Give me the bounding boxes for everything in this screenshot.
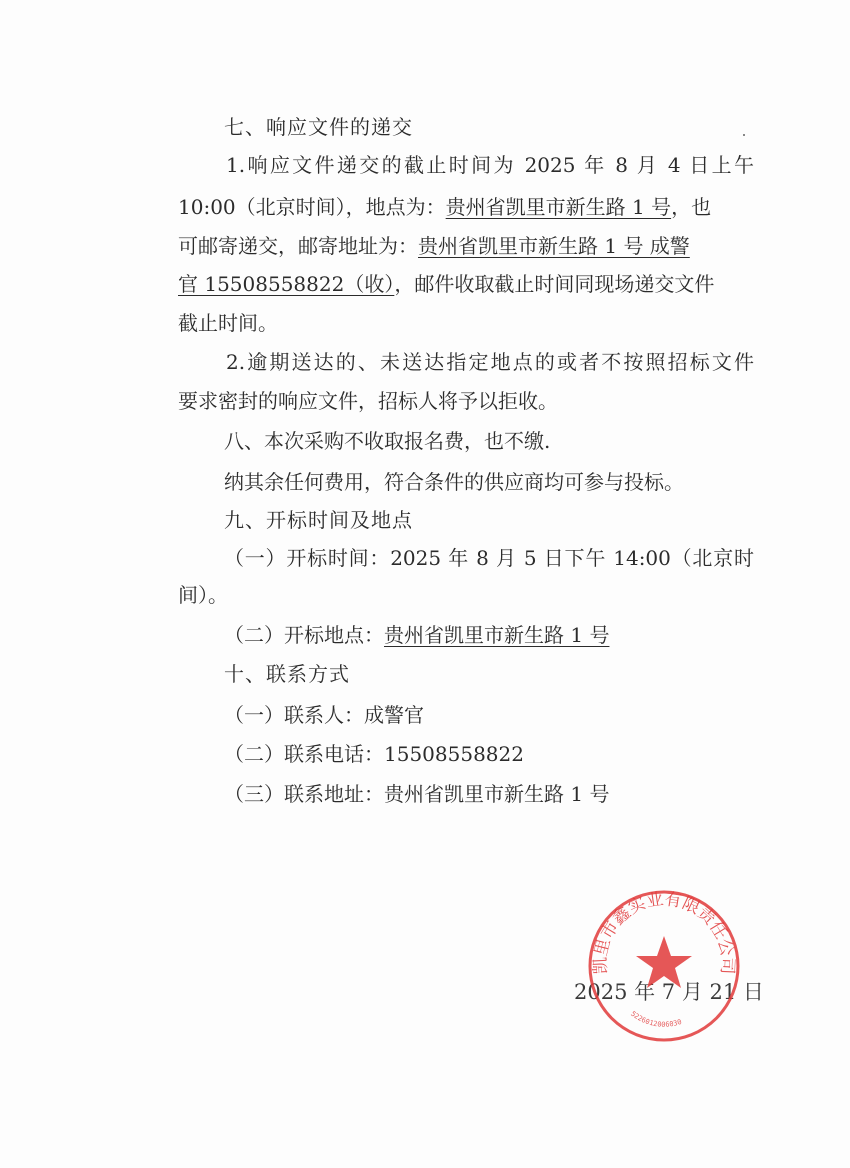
opening-place-value: 贵州省凯里市新生路 1 号 [384,623,610,647]
section-8-line1: 八、本次采购不收取报名费，也不缴. [224,429,551,453]
s7-para2-line1: 2.逾期送达的、未送达指定地点的或者不按照招标文件 [226,350,754,374]
s7-text: 可邮寄递交，邮寄地址为： [178,234,418,258]
opening-time-line2: 间）。 [178,583,228,607]
s7-para2-line2: 要求密封的响应文件，招标人将予以拒收。 [178,389,558,413]
contact-address: （三）联系地址：贵州省凯里市新生路 1 号 [224,782,610,806]
s7-para1-line1: 1.响应文件递交的截止时间为 2025 年 8 月 4 日上午 [226,153,754,177]
contact-person: （一）联系人：成警官 [224,703,424,727]
opening-time-line1: （一）开标时间：2025 年 8 月 5 日下午 14:00（北京时 [224,546,754,570]
s7-text: ，邮件收取截止时间同现场递交文件 [394,272,715,296]
opening-place-label: （二）开标地点： [224,623,384,647]
section-9-heading: 九、开标时间及地点 [224,508,413,532]
s7-para1-line3 [178,233,690,259]
submission-address: 贵州省凯里市新生路 1 号 [445,195,672,219]
mailing-recipient: 官 15508558822（收） [178,272,395,296]
s7-text: ，也 [671,195,712,219]
s7-para1-line5: 截止时间。 [178,311,278,335]
seal-code: 5226012006030 [629,1009,683,1029]
seal-text: 凯里市鑫实业有限责任公司 [590,889,738,975]
s7-para1-line2 [178,194,754,220]
section-7-heading: 七、响应文件的递交 [224,115,413,139]
mailing-address: 贵州省凯里市新生路 1 号 成警 [418,234,690,258]
company-seal [584,886,744,1046]
section-8-line2: 纳其余任何费用，符合条件的供应商均可参与投标。 [224,470,684,494]
opening-place [224,622,609,648]
s7-text: 10:00（北京时间），地点为： [178,195,446,219]
seal-star-icon [636,936,692,988]
scan-speck [743,134,745,136]
issue-date: 2025 年 7 月 21 日 [574,980,764,1004]
section-10-heading: 十、联系方式 [224,662,350,686]
s7-para1-line4 [178,271,714,297]
contact-phone: （二）联系电话：15508558822 [224,742,524,766]
